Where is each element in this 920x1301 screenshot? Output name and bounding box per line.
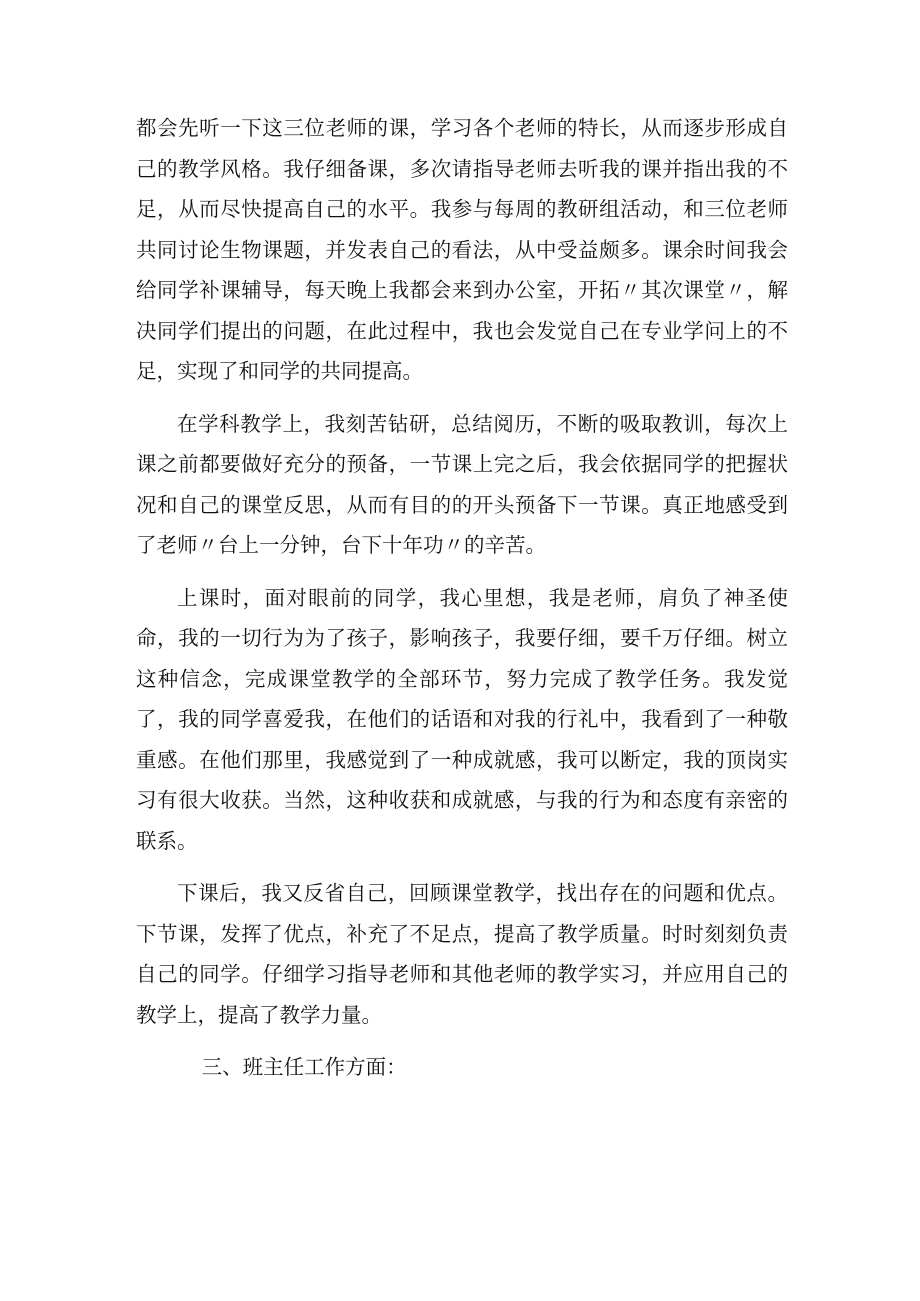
paragraph-1: 都会先听一下这三位老师的课，学习各个老师的特长，从而逐步形成自己的教学风格。我仔细备课，多次请指导老师去听我的课并指出我的不足，从而尽快提高自己的水平。我参与每周的教研组活动，和三位老师共同讨论生物课题，并发表自己的看法，从中受益颇多。课余时间我会给同学补课辅导，每天晚上我都会来到办公室，开拓〃其次课堂〃，解决同学们提出的问题，在此过程中，我也会发觉自己在专业学问上的不足，实现了和同学的共同提高。: [136, 116, 788, 383]
paragraph-4: 下课后，我又反省自己，回顾课堂教学，找出存在的问题和优点。下节课，发挥了优点，补充了不足点，提高了教学质量。时时刻刻负责自己的同学。仔细学习指导老师和其他老师的教学实习，并应用自己的教学上，提高了教学力量。: [136, 881, 788, 1027]
document-body: [136, 108, 788, 1088]
paragraph-2: 在学科教学上，我刻苦钻研，总结阅历，不断的吸取教训，每次上课之前都要做好充分的预备，一节课上完之后，我会依据同学的把握状况和自己的课堂反思，从而有目的的开头预备下一节课。真正地感受到了老师〃台上一分钟，台下十年功〃的辛苦。: [136, 411, 788, 557]
paragraph-3: 上课时，面对眼前的同学，我心里想，我是老师，肩负了神圣使命，我的一切行为为了孩子，影响孩子，我要仔细，要千万仔细。树立这种信念，完成课堂教学的全部环节，努力完成了教学任务。我发觉了，我的同学喜爱我，在他们的话语和对我的行礼中，我看到了一种敬重感。在他们那里，我感觉到了一种成就感，我可以断定，我的顶岗实习有很大收获。当然，这种收获和成就感，与我的行为和态度有亲密的联系。: [136, 585, 788, 853]
section-heading: 三、班主任工作方面：: [201, 1055, 407, 1079]
